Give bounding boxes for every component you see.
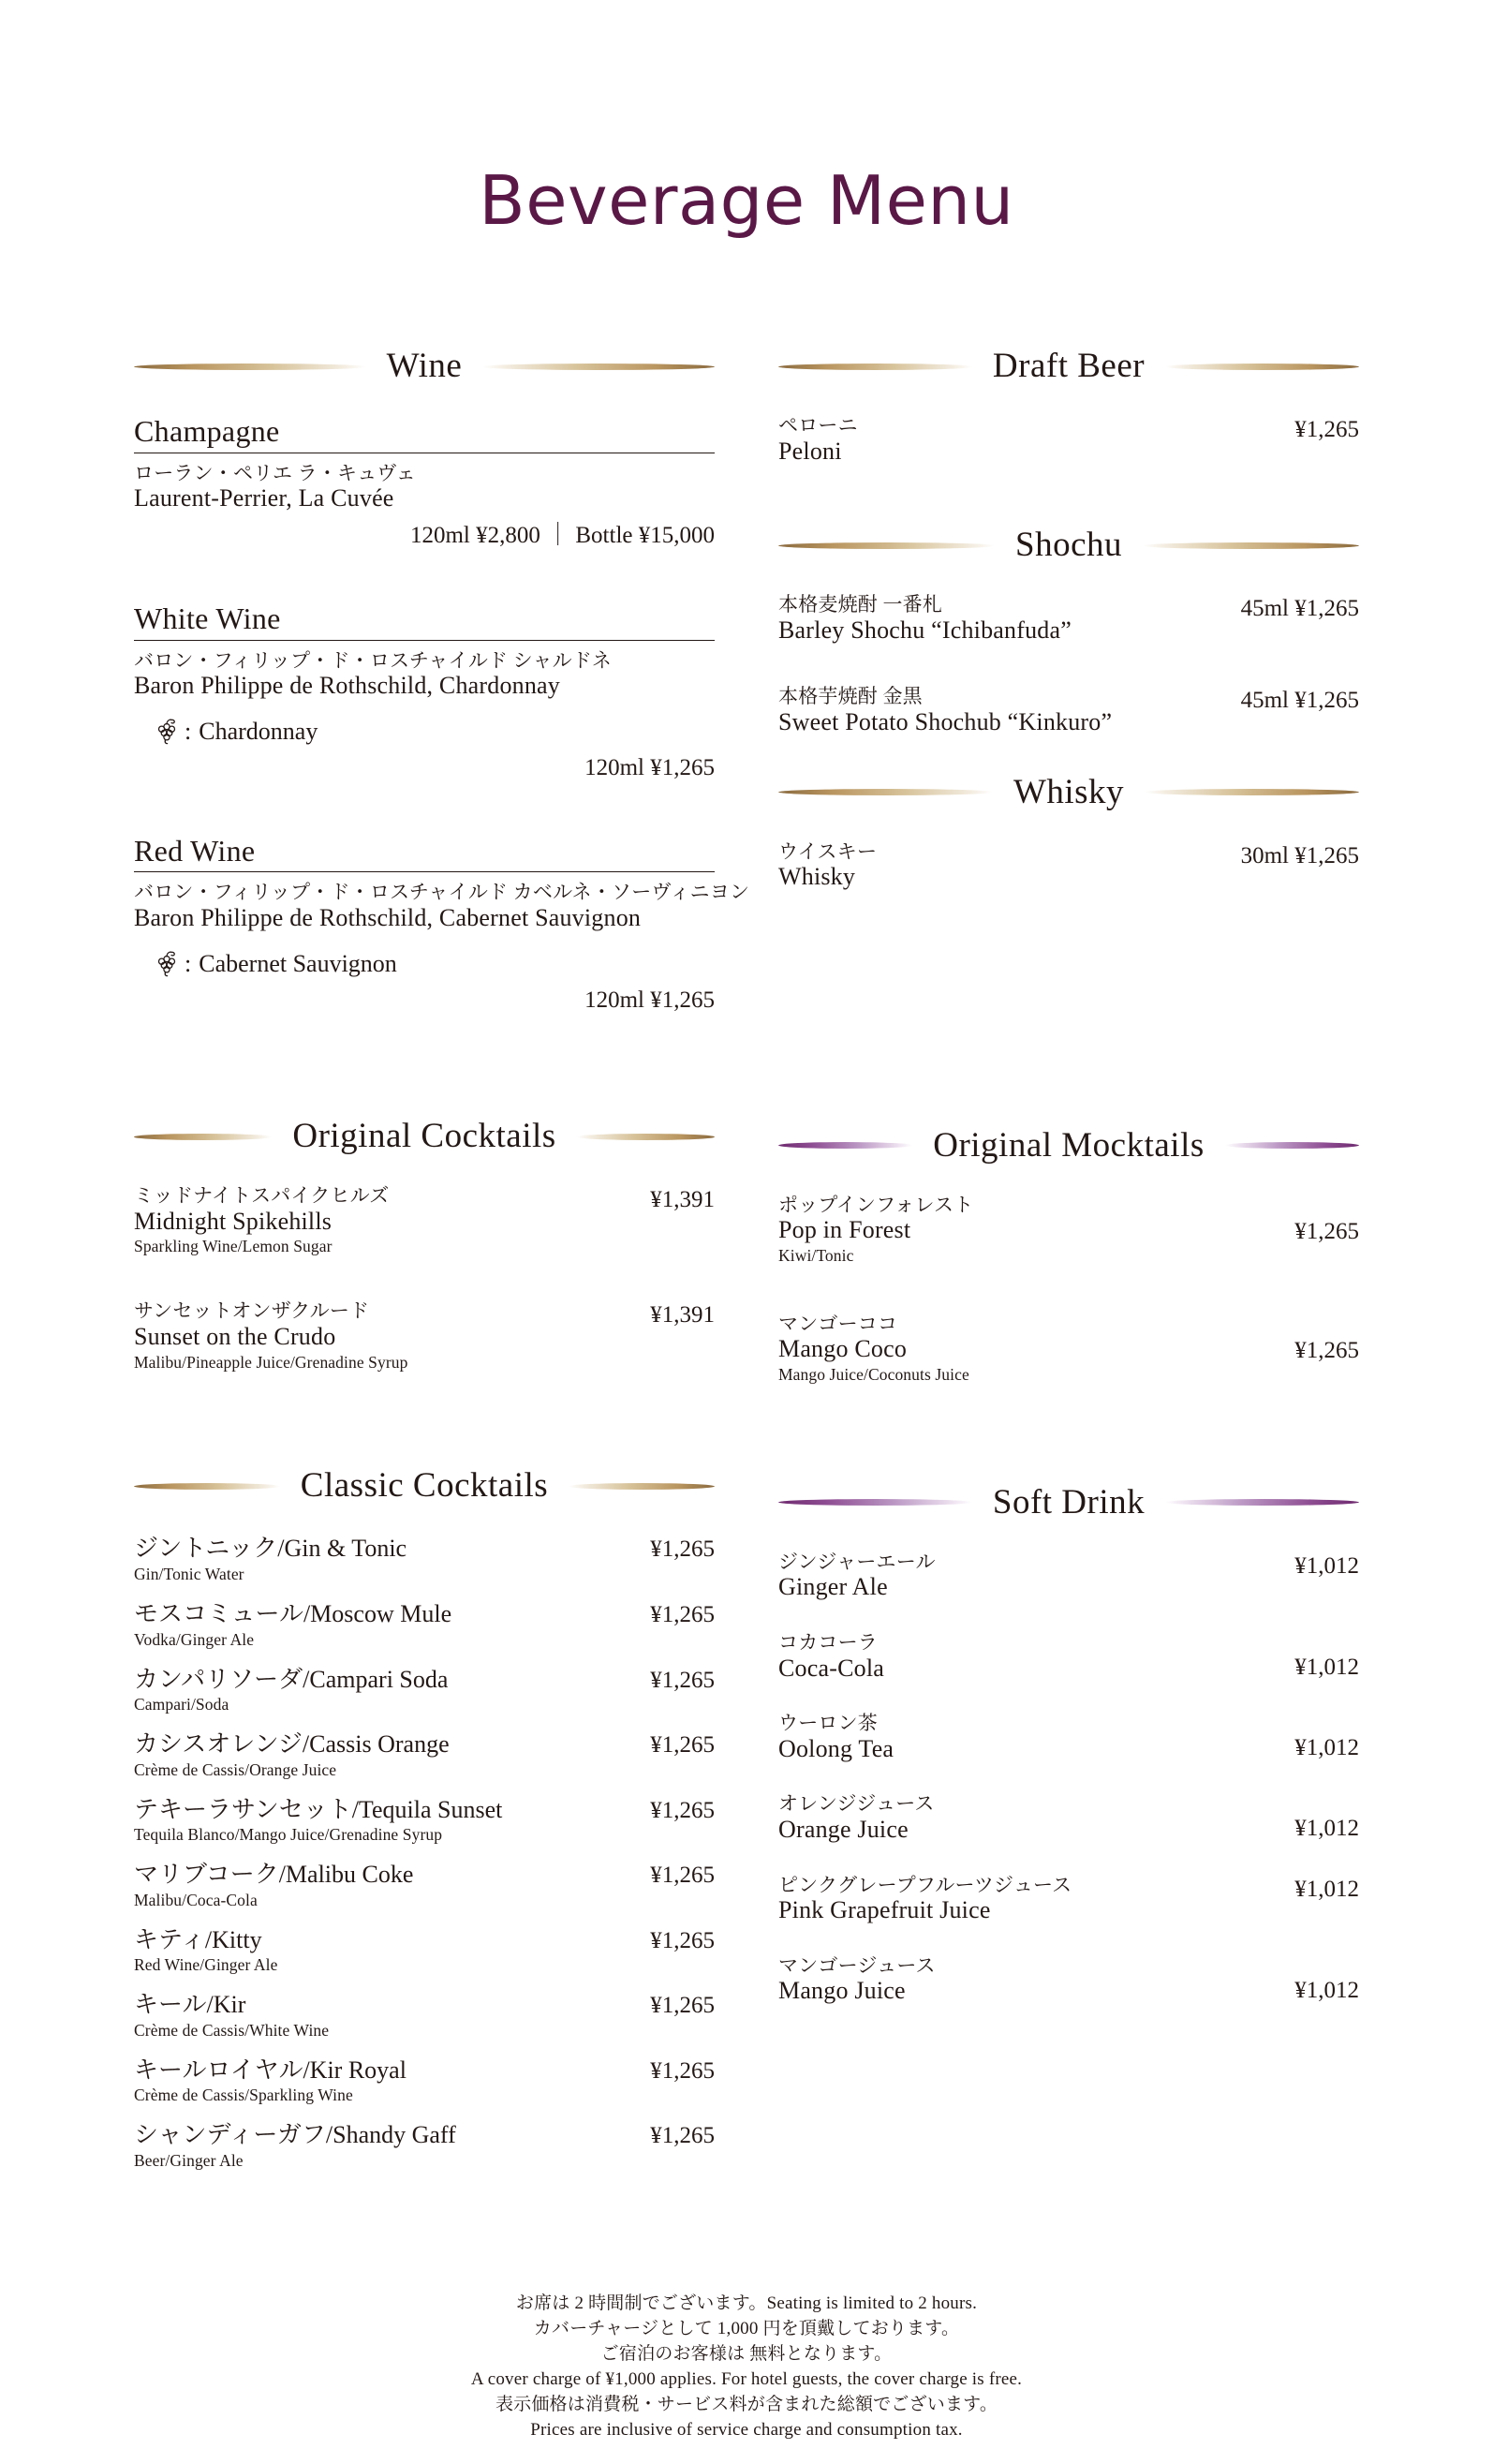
item-name: モスコミュール/Moscow Mule (134, 1599, 452, 1627)
menu-item (134, 1991, 715, 2041)
section-heading-classic-cocktails (134, 1466, 715, 1506)
item-name: カンパリソーダ/Campari Soda (134, 1665, 449, 1693)
variety-colon: : (185, 949, 192, 977)
item-names (134, 1300, 637, 1373)
item-price: ¥1,265 (650, 1667, 715, 1693)
section-classic-cocktails (134, 1468, 715, 2171)
menu-item (778, 1195, 1359, 1267)
ornament-right-icon (1145, 785, 1359, 798)
menu-item (134, 1666, 715, 1716)
item-name-jp: コカコーラ (778, 1631, 878, 1655)
menu-item (134, 2056, 715, 2107)
item-name-en: Ginger Ale (778, 1573, 888, 1601)
item-name-en: Barley Shochu “Ichibanfuda” (778, 616, 1072, 644)
ornament-right-icon (569, 1479, 715, 1492)
item-description: Beer/Ginger Ale (134, 2151, 244, 2171)
menu-item (134, 1730, 715, 1781)
spacer (134, 1416, 715, 1468)
menu-item (778, 1713, 1359, 1763)
wine-name-jp: バロン・フィリップ・ド・ロスチャイルド カベルネ・ソーヴィニヨン (134, 881, 750, 904)
item-name: キール/Kir (134, 1991, 246, 2019)
spacer (778, 473, 1359, 527)
ornament-right-icon (577, 1130, 715, 1143)
section-soft-drink (778, 1482, 1359, 2006)
menu-item (134, 1535, 715, 1585)
item-names (134, 1861, 637, 1911)
item-names (134, 1666, 637, 1716)
menu-item (778, 1793, 1359, 1844)
item-price: ¥1,012 (1294, 1816, 1359, 1842)
item-name-en: Coca-Cola (778, 1654, 884, 1682)
wine-name-jp: ローラン・ペリエ ラ・キュヴェ (134, 461, 416, 484)
section-original-cocktails (134, 1119, 715, 1373)
item-names (778, 1195, 1281, 1267)
item-description: Crème de Cassis/Orange Juice (134, 1759, 337, 1779)
item-name-en: Sweet Potato Shochub “Kinkuro” (778, 707, 1113, 735)
wine-subheading: Red Wine (134, 835, 715, 873)
item-name-en: Mango Coco (778, 1335, 908, 1363)
item-names (134, 1730, 637, 1781)
item-description: Sparkling Wine/Lemon Sugar (134, 1237, 333, 1256)
item-names (778, 1713, 1281, 1763)
item-price: ¥1,265 (650, 1601, 715, 1627)
ornament-right-icon (1143, 539, 1359, 552)
section-title: Shochu (1015, 526, 1122, 565)
item-price: ¥1,265 (1294, 1337, 1359, 1363)
item-names (778, 1793, 1281, 1844)
item-names (778, 1875, 1281, 1925)
ornament-right-icon (482, 360, 715, 373)
item-name-jp: ポップインフォレスト (778, 1193, 974, 1216)
section-heading-whisky (778, 772, 1359, 811)
ornament-right-icon (1165, 1495, 1359, 1508)
item-name-jp: サンセットオンザクルード (134, 1299, 370, 1323)
wine-group-champagne (134, 415, 715, 550)
section-title: Soft Drink (992, 1482, 1146, 1521)
item-name-jp: マンゴージュース (778, 1953, 936, 1977)
footer-line-1: お席は 2 時間制でございます。Seating is limited to 2 hours. (515, 2293, 978, 2313)
item-names (778, 1955, 1281, 2006)
item-name-en: Orange Juice (778, 1815, 909, 1843)
item-description: Tequila Blanco/Mango Juice/Grenadine Syrup (134, 1825, 443, 1845)
menu-item (134, 1300, 715, 1373)
menu-item (778, 1551, 1359, 1602)
section-wine (134, 347, 750, 1014)
footer-line-2: カバーチャージとして 1,000 円を頂戴しております。 (533, 2318, 960, 2338)
item-price: ¥1,012 (1294, 1655, 1359, 1681)
section-title: Classic Cocktails (300, 1466, 549, 1506)
menu-item (778, 1632, 1359, 1683)
item-name-jp: ペローニ (778, 414, 858, 437)
grape-icon (155, 718, 179, 746)
item-description: Malibu/Pineapple Juice/Grenadine Syrup (134, 1352, 408, 1372)
section-heading-original-cocktails (134, 1117, 715, 1156)
variety-colon: : (185, 717, 192, 745)
section-whisky (778, 772, 1359, 892)
item-price: ¥1,391 (650, 1187, 715, 1213)
wine-variety: Chardonnay (199, 717, 318, 745)
grape-icon (155, 950, 179, 978)
item-name-en: Sunset on the Crudo (134, 1322, 336, 1350)
item-name: シャンディーガフ/Shandy Gaff (134, 2121, 456, 2149)
ornament-left-icon (778, 1495, 972, 1508)
item-name-jp: 本格芋焼酎 金黒 (778, 685, 923, 708)
section-heading-wine (134, 349, 715, 383)
footer-notes (0, 2292, 1493, 2443)
item-name-en: Midnight Spikehills (134, 1207, 333, 1235)
ornament-left-icon (134, 360, 366, 373)
section-title: Original Cocktails (292, 1117, 556, 1156)
item-price: ¥1,265 (650, 1797, 715, 1823)
spacer (134, 797, 715, 835)
item-names (134, 1535, 637, 1585)
spacer (134, 1029, 715, 1119)
item-description: Gin/Tonic Water (134, 1565, 244, 1584)
item-price: ¥1,265 (650, 1732, 715, 1759)
item-description: Crème de Cassis/White Wine (134, 2020, 330, 2040)
menu-item (134, 1796, 715, 1847)
item-price: 45ml ¥1,265 (1240, 688, 1359, 714)
item-names (778, 415, 1281, 466)
menu-item (134, 1600, 715, 1651)
menu-item (134, 1926, 715, 1977)
item-name-en: Oolong Tea (778, 1734, 894, 1762)
item-names (778, 841, 1228, 892)
spacer (778, 892, 1359, 1128)
section-heading-draft-beer (778, 349, 1359, 383)
item-description: Kiwi/Tonic (778, 1245, 854, 1265)
ornament-left-icon (778, 1138, 912, 1151)
item-name-jp: ジンジャーエール (778, 1550, 936, 1573)
item-price: ¥1,265 (650, 2123, 715, 2149)
item-name-en: Pink Grapefruit Juice (778, 1896, 991, 1924)
section-draft-beer (778, 349, 1359, 466)
menu-item (778, 1875, 1359, 1925)
item-name-jp: マンゴーココ (778, 1312, 898, 1335)
item-name-jp: ピンクグレープフルーツジュース (778, 1873, 1072, 1896)
ornament-left-icon (134, 1130, 272, 1143)
footer-line-3: ご宿泊のお客様は 無料となります。 (600, 2343, 893, 2364)
wine-name-en: Baron Philippe de Rothschild, Cabernet Sauvignon (134, 903, 642, 931)
item-name-en: Peloni (778, 437, 842, 465)
section-title: Draft Beer (992, 347, 1146, 385)
menu-columns (0, 349, 1493, 2187)
item-name-jp: オレンジジュース (778, 1792, 935, 1816)
item-name-en: Mango Juice (778, 1977, 906, 2005)
item-name: マリブコーク/Malibu Coke (134, 1861, 414, 1889)
wine-name-en: Laurent-Perrier, La Cuvée (134, 484, 394, 512)
item-description: Vodka/Ginger Ale (134, 1629, 255, 1649)
item-price: ¥1,265 (650, 1927, 715, 1953)
item-names (134, 2056, 637, 2107)
item-name-jp: ミッドナイトスパイクヒルズ (134, 1184, 390, 1208)
spacer (134, 565, 715, 602)
item-description: Mango Juice/Coconuts Juice (778, 1365, 969, 1384)
item-name: キティ/Kitty (134, 1925, 262, 1953)
ornament-left-icon (778, 785, 993, 798)
item-names (778, 1551, 1281, 1602)
item-price: ¥1,265 (650, 1863, 715, 1889)
item-name-jp: 本格麦焼酎 一番札 (778, 593, 943, 616)
item-names (778, 1314, 1281, 1386)
spacer (778, 1432, 1359, 1485)
item-description: Crème de Cassis/Sparkling Wine (134, 2085, 353, 2105)
ornament-right-icon (1165, 360, 1359, 373)
footer-line-5: 表示価格は消費税・サービス料が含まれた総額でございます。 (495, 2394, 998, 2414)
ornament-left-icon (778, 360, 972, 373)
item-names (134, 1991, 637, 2041)
footer-line-6: Prices are inclusive of service charge and consumption tax. (530, 2419, 963, 2440)
wine-subheading: Champagne (134, 415, 715, 453)
item-names (778, 1632, 1281, 1683)
section-title: Wine (386, 347, 463, 385)
wine-variety-line (134, 718, 715, 746)
item-name-en: Pop in Forest (778, 1216, 911, 1244)
menu-item (778, 415, 1359, 466)
wine-group-white (134, 602, 715, 782)
item-names (134, 1796, 637, 1847)
item-name: カシスオレンジ/Cassis Orange (134, 1730, 450, 1759)
item-names (778, 594, 1228, 645)
menu-item (134, 1861, 715, 1911)
footer-line-4: A cover charge of ¥1,000 applies. For hotel guests, the cover charge is free. (470, 2368, 1023, 2389)
item-names (134, 1926, 637, 1977)
section-title: Whisky (1013, 772, 1125, 811)
item-description: Malibu/Coca-Cola (134, 1890, 258, 1909)
item-name: ジントニック/Gin & Tonic (134, 1535, 407, 1563)
section-heading-original-mocktails (778, 1125, 1359, 1165)
ornament-left-icon (134, 1479, 280, 1492)
left-column (134, 347, 750, 2187)
section-heading-shochu (778, 526, 1359, 565)
item-name: キールロイヤル/Kir Royal (134, 2056, 407, 2084)
wine-price: 120ml ¥2,800 ｜ Bottle ¥15,000 (409, 523, 715, 549)
item-price: ¥1,012 (1294, 1735, 1359, 1761)
wine-name-jp: バロン・フィリップ・ド・ロスチャイルド シャルドネ (134, 648, 613, 672)
wine-subheading: White Wine (134, 602, 715, 641)
item-price: ¥1,391 (650, 1302, 715, 1328)
item-price: ¥1,265 (650, 1536, 715, 1563)
item-names (134, 2121, 637, 2172)
item-names (778, 686, 1228, 736)
item-price: ¥1,265 (650, 1993, 715, 2019)
section-title: Original Mocktails (933, 1125, 1205, 1165)
wine-variety: Cabernet Sauvignon (199, 949, 397, 977)
item-name: テキーラサンセット/Tequila Sunset (134, 1795, 503, 1823)
menu-item (778, 594, 1359, 645)
wine-name-en: Baron Philippe de Rothschild, Chardonnay (134, 672, 561, 700)
section-original-mocktails (778, 1125, 1359, 1386)
menu-item (778, 686, 1359, 736)
item-names (134, 1600, 637, 1651)
menu-item (778, 1314, 1359, 1386)
page-title: Beverage Menu (479, 161, 1014, 240)
item-description: Red Wine/Ginger Ale (134, 1955, 278, 1975)
item-price: 45ml ¥1,265 (1240, 596, 1359, 622)
wine-price: 120ml ¥1,265 (584, 987, 715, 1013)
wine-group-red (134, 833, 750, 1015)
item-price: ¥1,265 (650, 2057, 715, 2084)
menu-item (778, 1955, 1359, 2006)
section-heading-soft-drink (778, 1482, 1359, 1521)
item-price: ¥1,012 (1294, 1977, 1359, 2003)
menu-item (778, 841, 1359, 892)
menu-item (134, 1185, 715, 1257)
item-price: ¥1,265 (1294, 1218, 1359, 1244)
wine-variety-line (134, 950, 715, 978)
ornament-left-icon (778, 539, 995, 552)
right-column (778, 349, 1359, 2187)
ornament-right-icon (1225, 1138, 1359, 1151)
item-name-en: Whisky (778, 863, 856, 891)
menu-item (134, 2121, 715, 2172)
item-price: ¥1,012 (1294, 1552, 1359, 1579)
item-price: ¥1,012 (1294, 1876, 1359, 1902)
item-price: ¥1,265 (1294, 417, 1359, 442)
spacer (778, 737, 1359, 775)
section-shochu (778, 527, 1359, 736)
item-name-jp: ウーロン茶 (778, 1712, 878, 1735)
item-name-jp: ウイスキー (778, 839, 878, 863)
item-names (134, 1185, 637, 1257)
item-price: 30ml ¥1,265 (1240, 842, 1359, 868)
item-description: Campari/Soda (134, 1695, 229, 1714)
wine-price: 120ml ¥1,265 (584, 754, 715, 780)
